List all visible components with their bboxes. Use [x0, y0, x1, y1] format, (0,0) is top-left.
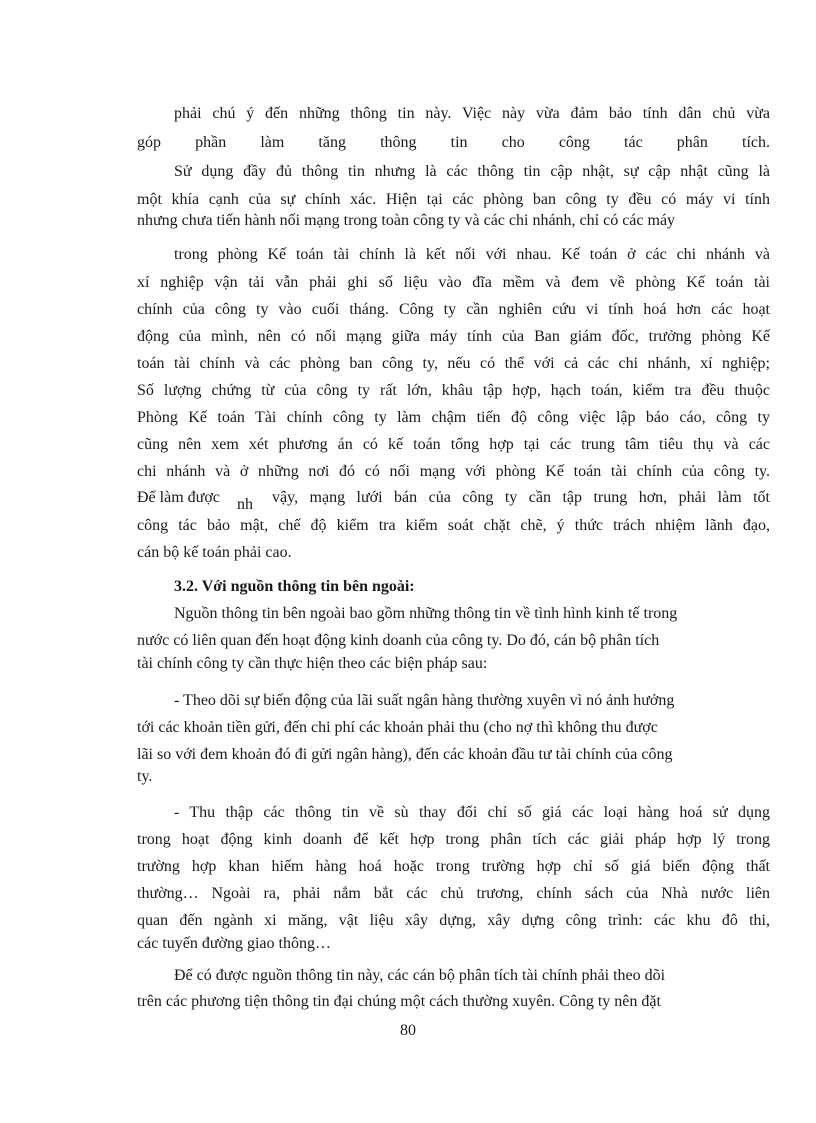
text-line: cũng nên xem xét phương án có kế toán tổng hợp tại các trung tâm tiêu thụ và các [137, 436, 770, 453]
text-line: trong hoạt động kinh doanh để kết hợp trong phân tích các giải pháp hợp lý trong [137, 831, 770, 848]
text-line: một khía cạnh của sự chính xác. Hiện tại các phòng ban công ty đều có máy vi tính [137, 191, 770, 208]
text-line: cán bộ kế toán phải cao. [137, 544, 292, 561]
text-line: tới các khoản tiền gửi, đến chi phí các khoản phải thu (cho nợ thì không thu được [137, 719, 658, 736]
text-fragment: nh [237, 496, 253, 513]
text-line: Số lượng chứng từ của công ty rất lớn, khâu tập hợp, hạch toán, kiểm tra đều thuộc [137, 382, 770, 399]
section-heading: 3.2. Với nguồn thông tin bên ngoài: [174, 578, 415, 595]
page-number: 80 [400, 1022, 416, 1039]
text-line: nước có liên quan đến hoạt động kinh doanh của công ty. Do đó, cán bộ phân tích [137, 632, 660, 649]
text-line: chi nhánh và ở những nơi đó có nối mạng với phòng Kế toán tài chính của công ty. [137, 463, 770, 480]
text-line: Để có được nguồn thông tin này, các cán bộ phân tích tài chính phải theo dõi [174, 967, 666, 984]
text-line-start: Để làm được [137, 489, 220, 506]
text-line: trên các phương tiện thông tin đại chúng một cách thường xuyên. Công ty nên đặt [137, 993, 661, 1010]
text-line: xí nghiệp vận tải vẫn phải ghi số liệu vào đĩa mềm và đem về phòng Kế toán tài [137, 274, 770, 291]
text-line: ty. [137, 768, 153, 785]
text-line: trường hợp khan hiếm hàng hoá hoặc trong trường hợp chỉ số giá biến động thất [137, 858, 770, 875]
text-line: phải chú ý đến những thông tin này. Việc này vừa đảm bảo tính dân chủ vừa [174, 105, 770, 122]
text-line: tài chính công ty cần thực hiện theo các biện pháp sau: [137, 655, 488, 672]
text-line: công tác bảo mật, chế độ kiểm tra kiểm soát chặt chẽ, ý thức trách nhiệm lãnh đạo, [137, 517, 770, 534]
text-line: Phòng Kế toán Tài chính công ty làm chậm tiến độ công việc lập báo cáo, công ty [137, 409, 770, 426]
text-line: - Thu thập các thông tin về sù thay đổi chỉ số giá các loại hàng hoá sử dụng [174, 804, 770, 821]
text-line: Nguồn thông tin bên ngoài bao gồm những thông tin về tình hình kinh tế trong [174, 605, 678, 622]
text-line: trong phòng Kế toán tài chính là kết nối với nhau. Kế toán ở các chi nhánh và [174, 246, 770, 263]
text-line: góp phần làm tăng thông tin cho công tác phân tích. [137, 134, 770, 151]
text-line: lãi so với đem khoản đó đi gửi ngân hàng), đến các khoản đầu tư tài chính của công [137, 746, 673, 763]
text-line: quan đến ngành xi măng, vật liệu xây dựng, xây dựng công trình: các khu đô thi, [137, 912, 770, 929]
text-line: nhưng chưa tiến hành nối mạng trong toàn công ty và các chi nhánh, chỉ có các máy [137, 212, 676, 229]
text-line: - Theo dõi sự biến động của lãi suất ngân hàng thường xuyên vì nó ảnh hưởng [174, 692, 675, 709]
text-line: các tuyến đường giao thông… [137, 935, 331, 952]
text-line: chính của công ty vào cuối tháng. Công ty cần nghiên cứu vi tính hoá hơn các hoạt [137, 301, 770, 318]
text-line: toán tài chính và các phòng ban công ty, nếu có thể với cả các chi nhánh, xí nghiệp; [137, 355, 770, 372]
text-line: động của mình, nên có nối mạng giữa máy tính của Ban giám đốc, trưởng phòng Kế [137, 328, 770, 345]
text-line: Sử dụng đầy đủ thông tin nhưng là các thông tin cập nhật, sự cập nhật cũng là [174, 163, 770, 180]
text-line: thường… Ngoài ra, phải nắm bắt các chủ trương, chính sách của Nhà nước liên [137, 885, 770, 902]
text-line-end: vậy, mạng lưới bán của công ty cần tập trung hơn, phải làm tốt [272, 489, 770, 506]
